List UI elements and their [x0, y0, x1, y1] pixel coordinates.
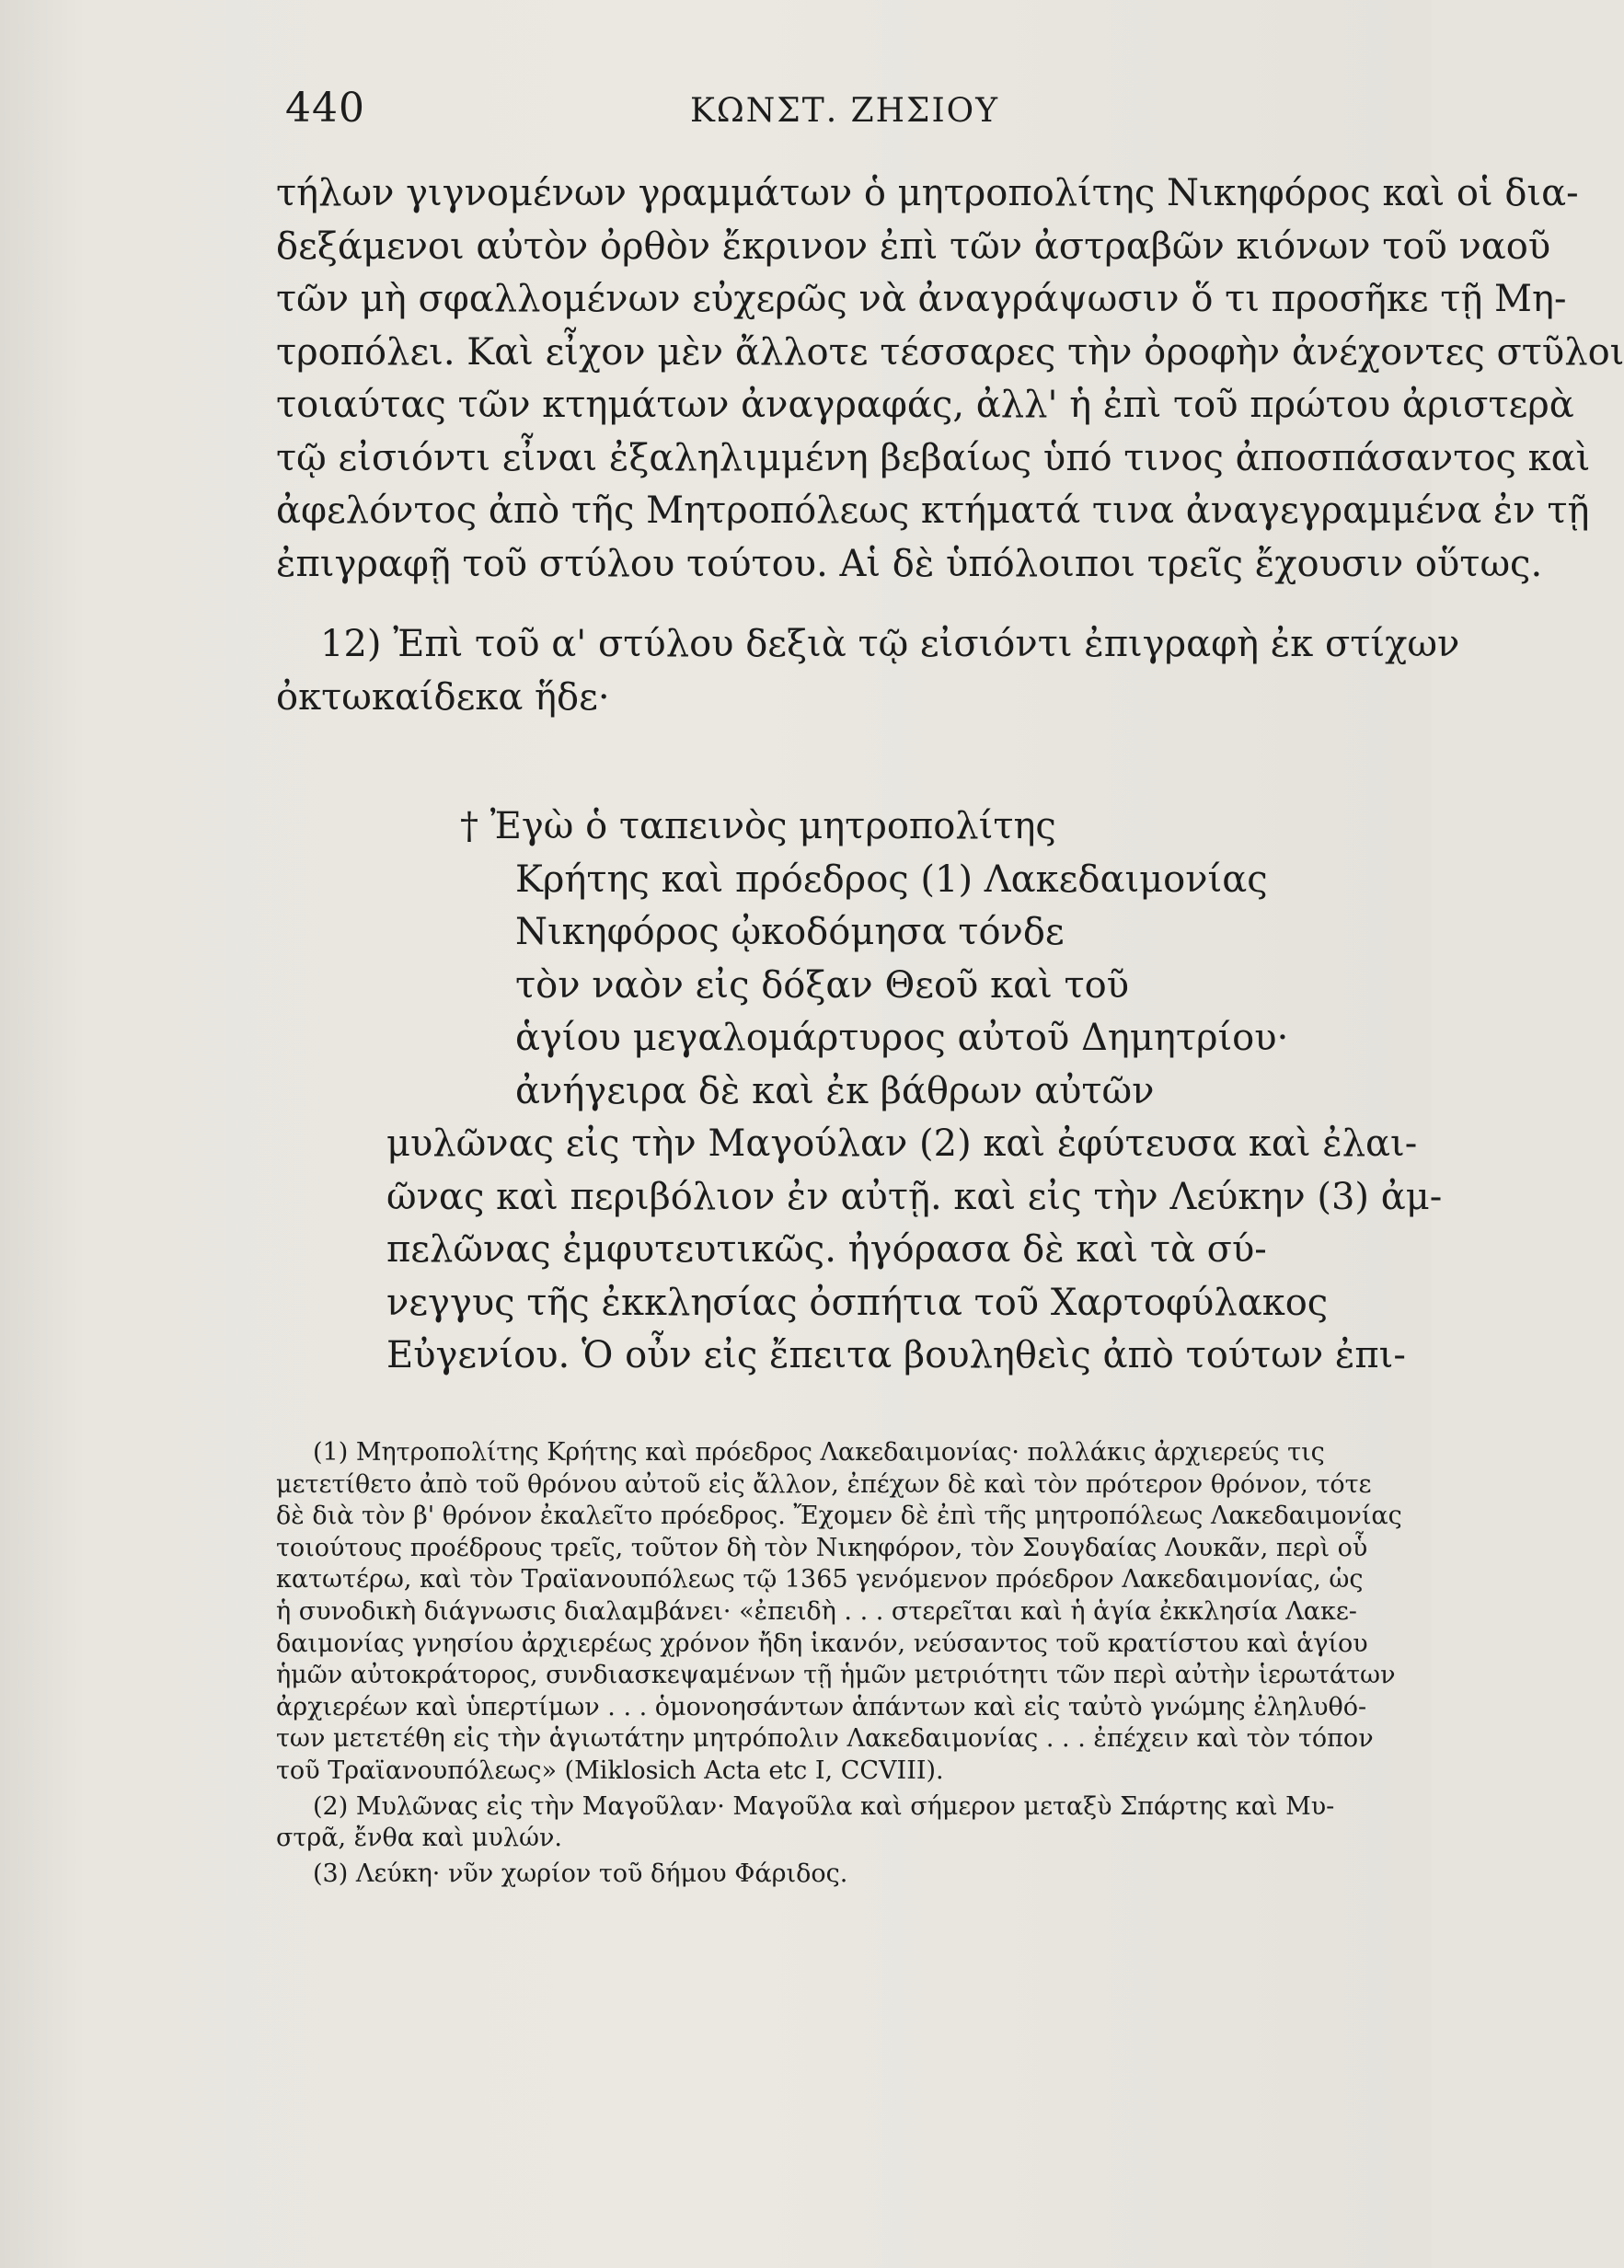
- body-line: τῶν μὴ σφαλλομένων εὐχερῶς νὰ ἀναγράψωσιν ὅ τι προσῆκε τῇ Μη-: [276, 278, 1567, 320]
- footnotes: [276, 1437, 1402, 1890]
- inscription-line: μυλῶνας εἰς τὴν Μαγούλαν (2) καὶ ἐφύτευσα καὶ ἐλαι-: [386, 1122, 1418, 1165]
- inscription-line: νεγγυς τῆς ἐκκλησίας ὀσπήτια τοῦ Χαρτοφύλακος: [386, 1281, 1329, 1324]
- footnote-line: τοῦ Τραϊανουπόλεως» (Miklosich Acta etc I, CCVIII).: [276, 1756, 944, 1785]
- footnote-line: ἡ συνοδικὴ διάγνωσις διαλαμβάνει· «ἐπειδὴ . . . στερεῖται καὶ ἡ ἁγία ἐκκλησία Λακε-: [276, 1596, 1357, 1626]
- body-line: τροπόλει. Καὶ εἶχον μὲν ἄλλοτε τέσσαρες τὴν ὀροφὴν ἀνέχοντες στῦλοι: [276, 330, 1624, 374]
- inscription-line: πελῶνας ἐμφυτευτικῶς. ἠγόρασα δὲ καὶ τὰ σύ-: [386, 1228, 1267, 1271]
- page-header: [276, 85, 1399, 140]
- inscription-line: τὸν ναὸν εἰς δόξαν Θεοῦ καὶ τοῦ: [515, 963, 1130, 1007]
- section-line: 12) Ἐπὶ τοῦ α' στύλου δεξιὰ τῷ εἰσιόντι ἐπιγραφὴ ἐκ στίχων: [320, 623, 1460, 665]
- footnote-line: δαιμονίας γνησίου ἀρχιερέως χρόνον ἤδη ἱκανόν, νεύσαντος τοῦ κρατίστου καὶ ἁγίου: [276, 1629, 1368, 1658]
- section-line: ὀκτωκαίδεκα ἥδε·: [276, 675, 610, 719]
- page-number: 440: [285, 85, 365, 132]
- inscription-line: ἀνήγειρα δὲ καὶ ἐκ βάθρων αὐτῶν: [515, 1069, 1155, 1112]
- footnote-line: μετετίθετο ἀπὸ τοῦ θρόνου αὐτοῦ εἰς ἄλλον, ἐπέχων δὲ καὶ τὸν πρότερον θρόνον, τότε: [276, 1469, 1372, 1499]
- footnote-line: ἡμῶν αὐτοκράτορος, συνδιασκεψαμένων τῇ ἡμῶν μετριότητι τῶν περὶ αὐτὴν ἱερωτάτων: [276, 1661, 1396, 1690]
- body-line: ἀφελόντος ἀπὸ τῆς Μητροπόλεως κτήματά τινα ἀναγεγραμμένα ἐν τῇ: [276, 489, 1590, 532]
- inscription-line: ῶνας καὶ περιβόλιον ἐν αὐτῇ. καὶ εἰς τὴν Λεύκην (3) ἀμ-: [386, 1175, 1443, 1218]
- footnote-line: (1) Μητροπολίτης Κρήτης καὶ πρόεδρος Λακεδαιμονίας· πολλάκις ἀρχιερεύς τις: [313, 1438, 1325, 1467]
- running-head: ΚΩΝΣΤ. ΖΗΣΙΟΥ: [690, 92, 999, 130]
- section-12-intro: [276, 618, 1460, 724]
- footnote-line: στρᾶ, ἔνθα καὶ μυλών.: [276, 1824, 562, 1853]
- inscription-line: Κρήτης καὶ πρόεδρος (1) Λακεδαιμονίας: [515, 858, 1268, 901]
- body-line: τοιαύτας τῶν κτημάτων ἀναγραφάς, ἀλλ' ἡ ἐπὶ τοῦ πρώτου ἀριστερὰ: [276, 384, 1574, 426]
- inscription-line: Εὐγενίου. Ὁ οὖν εἰς ἔπειτα βουληθεὶς ἀπὸ τούτων ἐπι-: [386, 1334, 1406, 1376]
- footnote-line: δὲ διὰ τὸν β' θρόνον ἐκαλεῖτο πρόεδρος. Ἔχομεν δὲ ἐπὶ τῆς μητροπόλεως Λακεδαιμονίας: [276, 1502, 1402, 1531]
- footnote-line: των μετετέθη εἰς τὴν ἁγιωτάτην μητρόπολιν Λακεδαιμονίας . . . ἐπέχειν καὶ τὸν τόπον: [276, 1724, 1374, 1754]
- body-line: τήλων γιγνομένων γραμμάτων ὁ μητροπολίτης Νικηφόρος καὶ οἱ δια-: [276, 172, 1579, 214]
- footnote-line: (2) Μυλῶνας εἰς τὴν Μαγοῦλαν· Μαγοῦλα καὶ σήμερον μεταξὺ Σπάρτης καὶ Μυ-: [313, 1791, 1335, 1821]
- body-paragraph: [276, 167, 1624, 591]
- inscription-line: Νικηφόρος ᾠκοδόμησα τόνδε: [515, 911, 1065, 953]
- inscription-text: [386, 800, 1443, 1383]
- footnote-line: κατωτέρω, καὶ τὸν Τραϊανουπόλεως τῷ 1365 γενόμενον πρόεδρον Λακεδαιμονίας, ὡς: [276, 1565, 1364, 1595]
- body-line: ἐπιγραφῇ τοῦ στύλου τούτου. Αἱ δὲ ὑπόλοιποι τρεῖς ἔχουσιν οὕτως.: [276, 542, 1543, 585]
- inscription-line: † Ἐγὼ ὁ ταπεινὸς μητροπολίτης: [460, 805, 1056, 847]
- body-line: δεξάμενοι αὐτὸν ὀρθὸν ἔκρινον ἐπὶ τῶν ἀστραβῶν κιόνων τοῦ ναοῦ: [276, 224, 1551, 268]
- inscription-line: ἁγίου μεγαλομάρτυρος αὐτοῦ Δημητρίου·: [515, 1017, 1289, 1059]
- body-line: τῷ εἰσιόντι εἶναι ἐξαληλιμμένη βεβαίως ὑπό τινος ἀποσπάσαντος καὶ: [276, 436, 1591, 479]
- footnote-line: (3) Λεύκη· νῦν χωρίον τοῦ δήμου Φάριδος.: [313, 1859, 848, 1888]
- footnote-line: τοιούτους προέδρους τρεῖς, τοῦτον δὴ τὸν Νικηφόρον, τὸν Σουγδαίας Λουκᾶν, περὶ οὗ: [276, 1533, 1368, 1562]
- footnote-line: ἀρχιερέων καὶ ὑπερτίμων . . . ὁμονοησάντων ἁπάντων καὶ εἰς ταὐτὸ γνώμης ἐληλυθό-: [276, 1692, 1367, 1721]
